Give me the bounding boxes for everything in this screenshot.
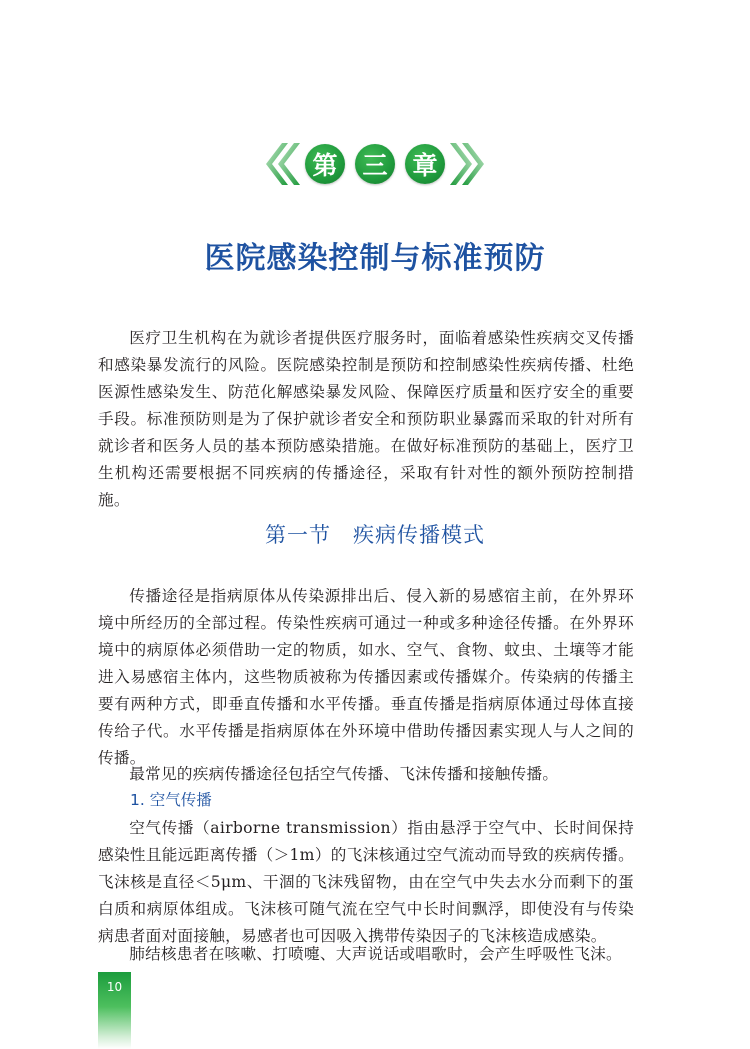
section-paragraph-4: 肺结核患者在咳嗽、打喷嚏、大声说话或唱歌时，会产生呼吸性飞沫。 xyxy=(129,945,622,963)
section-paragraph-3: 空气传播（airborne transmission）指由悬浮于空气中、长时间保持感染性且能远距离传播（＞1m）的飞沫核通过空气流动而导致的疾病传播。飞沫核是直径＜5μm、干涸的飞沫残留物，由在空气中失去水分而剩下的蛋白质和病原体组成。飞沫核可随气流在空气中长时间飘浮，即使没有与传染病患者面对面接触，易感者也可因吸入携带传染因子的飞沫核造成感染。 xyxy=(98,819,634,945)
left-double-chevron-icon xyxy=(260,141,300,187)
chapter-badge xyxy=(0,141,750,187)
section-title: 第一节 疾病传播模式 xyxy=(265,523,485,547)
section-paragraph-1: 传播途径是指病原体从传染源排出后、侵入新的易感宿主前，在外界环境中所经历的全部过程。传染性疾病可通过一种或多种途径传播。在外界环境中的病原体必须借助一定的物质，如水、空气、食物、蚊虫、土壤等才能进入易感宿主体内，这些物质被称为传播因素或传播媒介。传染病的传播主要有两种方式，即垂直传播和水平传播。垂直传播是指病原体通过母体直接传给子代。水平传播是指病原体在外环境中借助传播因素实现人与人之间的传播。 xyxy=(98,587,634,767)
section-paragraph-2: 最常见的疾病传播途径包括空气传播、飞沫传播和接触传播。 xyxy=(129,765,559,783)
subheading-airborne: 1. 空气传播 xyxy=(130,791,212,809)
chapter-char-2: 三 xyxy=(355,144,395,184)
right-double-chevron-icon xyxy=(450,141,490,187)
chapter-char-3: 章 xyxy=(405,144,445,184)
page-number: 10 xyxy=(106,980,123,994)
chapter-char-1: 第 xyxy=(305,144,345,184)
intro-paragraph: 医疗卫生机构在为就诊者提供医疗服务时，面临着感染性疾病交叉传播和感染暴发流行的风险。医院感染控制是预防和控制感染性疾病传播、杜绝医源性感染发生、防范化解感染暴发风险、保障医疗质量和医疗安全的重要手段。标准预防则是为了保护就诊者安全和预防职业暴露而采取的针对所有就诊者和医务人员的基本预防感染措施。在做好标准预防的基础上，医疗卫生机构还需要根据不同疾病的传播途径，采取有针对性的额外预防控制措施。 xyxy=(98,329,634,509)
chapter-title: 医院感染控制与标准预防 xyxy=(204,241,546,276)
